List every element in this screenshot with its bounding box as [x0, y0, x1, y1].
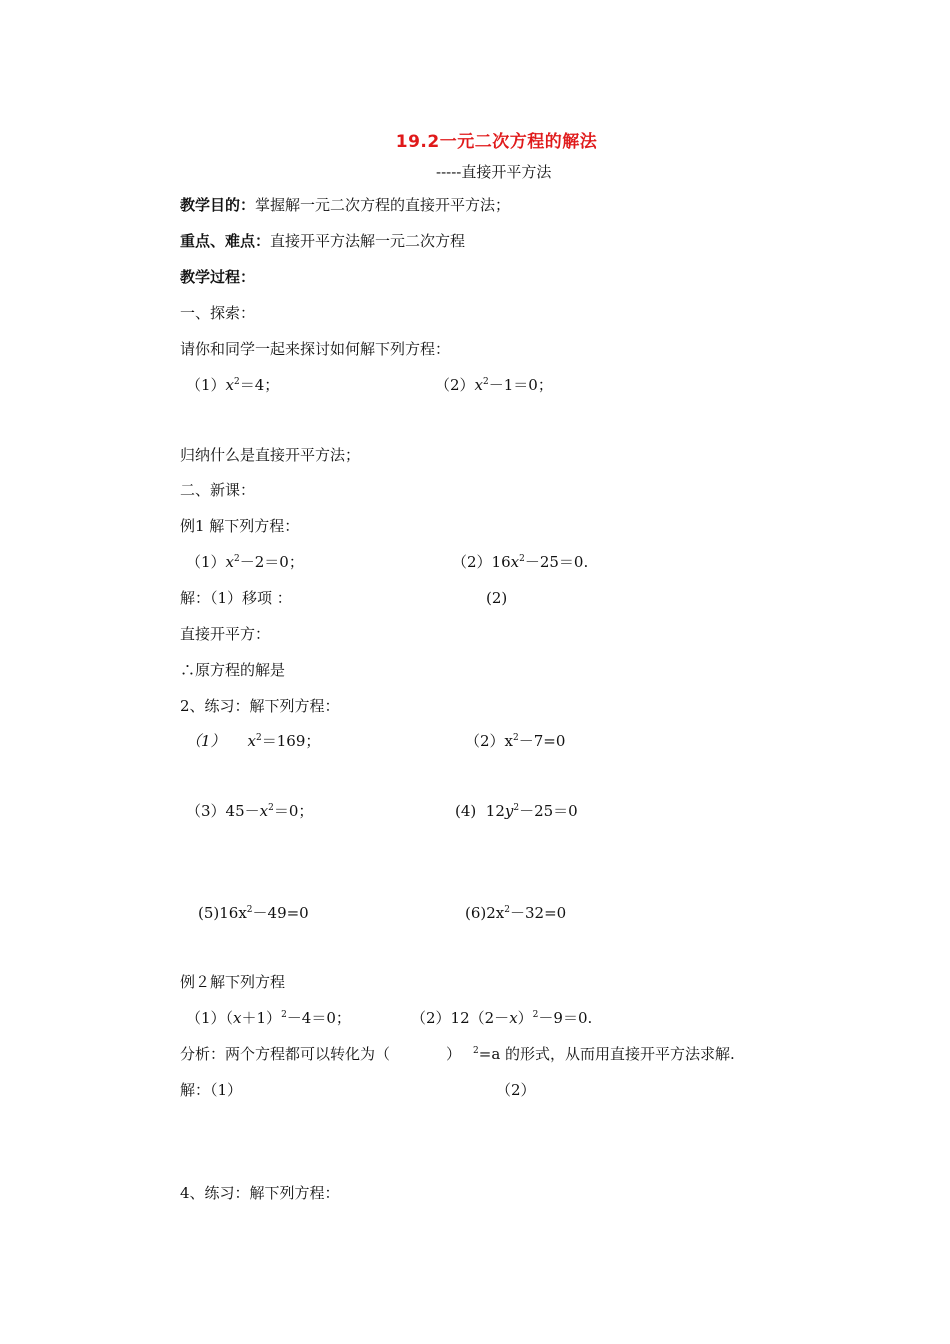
sqrt-step: 直接开平方： — [180, 625, 271, 643]
eq-variable: x — [474, 376, 484, 394]
eq-number: （2） — [435, 376, 475, 394]
eq-rest: ＝4； — [239, 376, 280, 394]
eq-variable: x — [247, 732, 257, 750]
eq-exponent: 2 — [234, 554, 240, 564]
analysis-suffix: =a 的形式，从而用直接开平方法求解. — [478, 1045, 735, 1063]
practice-equation-1 — [186, 731, 320, 751]
explore-equation-1 — [186, 375, 279, 395]
eq-exponent: 2 — [532, 1010, 539, 1020]
eq-rest: －49=0 — [252, 904, 309, 922]
practice-4-heading: 4、练习：解下列方程： — [180, 1184, 340, 1202]
analysis-prefix: 分析：两个方程都可以转化为（ — [180, 1045, 391, 1063]
solution-conclusion: ∴原方程的解是 — [180, 661, 286, 679]
key-points-label: 重点、难点： — [180, 232, 271, 250]
eq-exponent: 2 — [519, 554, 525, 564]
eq-number: (4) 12 — [455, 802, 505, 820]
practice-equation-6 — [465, 903, 566, 923]
eq-variable: x — [233, 1009, 242, 1027]
eq-exponent: 2 — [234, 377, 240, 387]
eq-rest: －2＝0； — [239, 553, 304, 571]
eq-middle: ） — [517, 1009, 533, 1027]
eq-rest: －32=0 — [510, 904, 567, 922]
eq-exponent: 2 — [504, 905, 510, 915]
solution-2-right: （2） — [496, 1081, 536, 1099]
page-subtitle: -----直接开平方法 — [436, 163, 552, 181]
explore-summary: 归纳什么是直接开平方法； — [180, 446, 361, 464]
practice-equation-4 — [455, 801, 578, 821]
eq-number: （2）x — [465, 732, 514, 750]
process-label: 教学过程： — [180, 268, 256, 286]
eq-exponent: 2 — [513, 733, 519, 743]
eq-rest: －9＝0. — [538, 1009, 593, 1027]
eq-rest: －7=0 — [518, 732, 566, 750]
eq-rest: －4＝0； — [286, 1009, 351, 1027]
eq-prefix: （2）12（2－ — [411, 1009, 510, 1027]
eq-variable: x — [510, 553, 520, 571]
eq-rest: ＝169； — [261, 732, 321, 750]
eq-exponent: 2 — [256, 733, 262, 743]
solution-1-right: (2) — [486, 589, 508, 607]
example-1-equation-1 — [186, 552, 304, 572]
practice-2-heading: 2、练习：解下列方程： — [180, 697, 340, 715]
eq-number: (6)2x — [465, 904, 505, 922]
teaching-goal — [180, 195, 510, 215]
teaching-goal-label: 教学目的： — [180, 196, 256, 214]
analysis-paren: ） — [446, 1045, 462, 1063]
eq-variable: x — [225, 553, 235, 571]
eq-rest: －1＝0； — [488, 376, 553, 394]
explore-prompt: 请你和同学一起来探讨如何解下列方程： — [180, 340, 451, 358]
analysis-exponent: 2 — [473, 1046, 479, 1056]
eq-exponent: 2 — [268, 803, 274, 813]
eq-middle: ＋1） — [241, 1009, 282, 1027]
eq-variable: x — [259, 802, 269, 820]
eq-prefix: （1）（ — [186, 1009, 234, 1027]
analysis-text — [180, 1044, 735, 1064]
example-2-equation-2 — [411, 1008, 592, 1028]
eq-number: （1） — [186, 553, 226, 571]
eq-exponent: 2 — [483, 377, 489, 387]
eq-variable: y — [504, 802, 514, 820]
eq-rest: －25＝0 — [519, 802, 578, 820]
eq-number: （3）45－ — [186, 802, 260, 820]
section-new-lesson-heading: 二、新课： — [180, 481, 256, 499]
eq-exponent: 2 — [513, 803, 520, 813]
teaching-goal-text: 掌握解一元二次方程的直接开平方法； — [255, 196, 511, 214]
practice-equation-2 — [465, 731, 565, 751]
example-2-equation-1 — [186, 1008, 351, 1028]
eq-rest: －25＝0. — [524, 553, 589, 571]
example-2-label: 例２解下列方程 — [180, 973, 286, 991]
key-points-text: 直接开平方法解一元二次方程 — [270, 232, 466, 250]
solution-1-left: 解：（1）移项 ： — [180, 589, 292, 607]
example-1-label: 例1 解下列方程： — [180, 517, 300, 535]
eq-variable: x — [509, 1009, 518, 1027]
eq-number: （1） — [186, 376, 226, 394]
explore-equation-2 — [435, 375, 553, 395]
section-explore-heading: 一、探索： — [180, 304, 256, 322]
eq-rest: ＝0； — [273, 802, 314, 820]
eq-variable: x — [225, 376, 235, 394]
eq-exponent: 2 — [281, 1010, 287, 1020]
page-title: 19.2一元二次方程的解法 — [395, 132, 598, 152]
eq-number: （2）16 — [452, 553, 511, 571]
example-1-equation-2 — [452, 552, 588, 572]
practice-equation-5 — [198, 903, 309, 923]
eq-number: （1） — [186, 732, 226, 750]
eq-exponent: 2 — [246, 905, 253, 915]
key-points — [180, 231, 465, 251]
solution-2-left: 解：（1） — [180, 1081, 243, 1099]
practice-equation-3 — [186, 801, 313, 821]
eq-number: (5)16x — [198, 904, 247, 922]
